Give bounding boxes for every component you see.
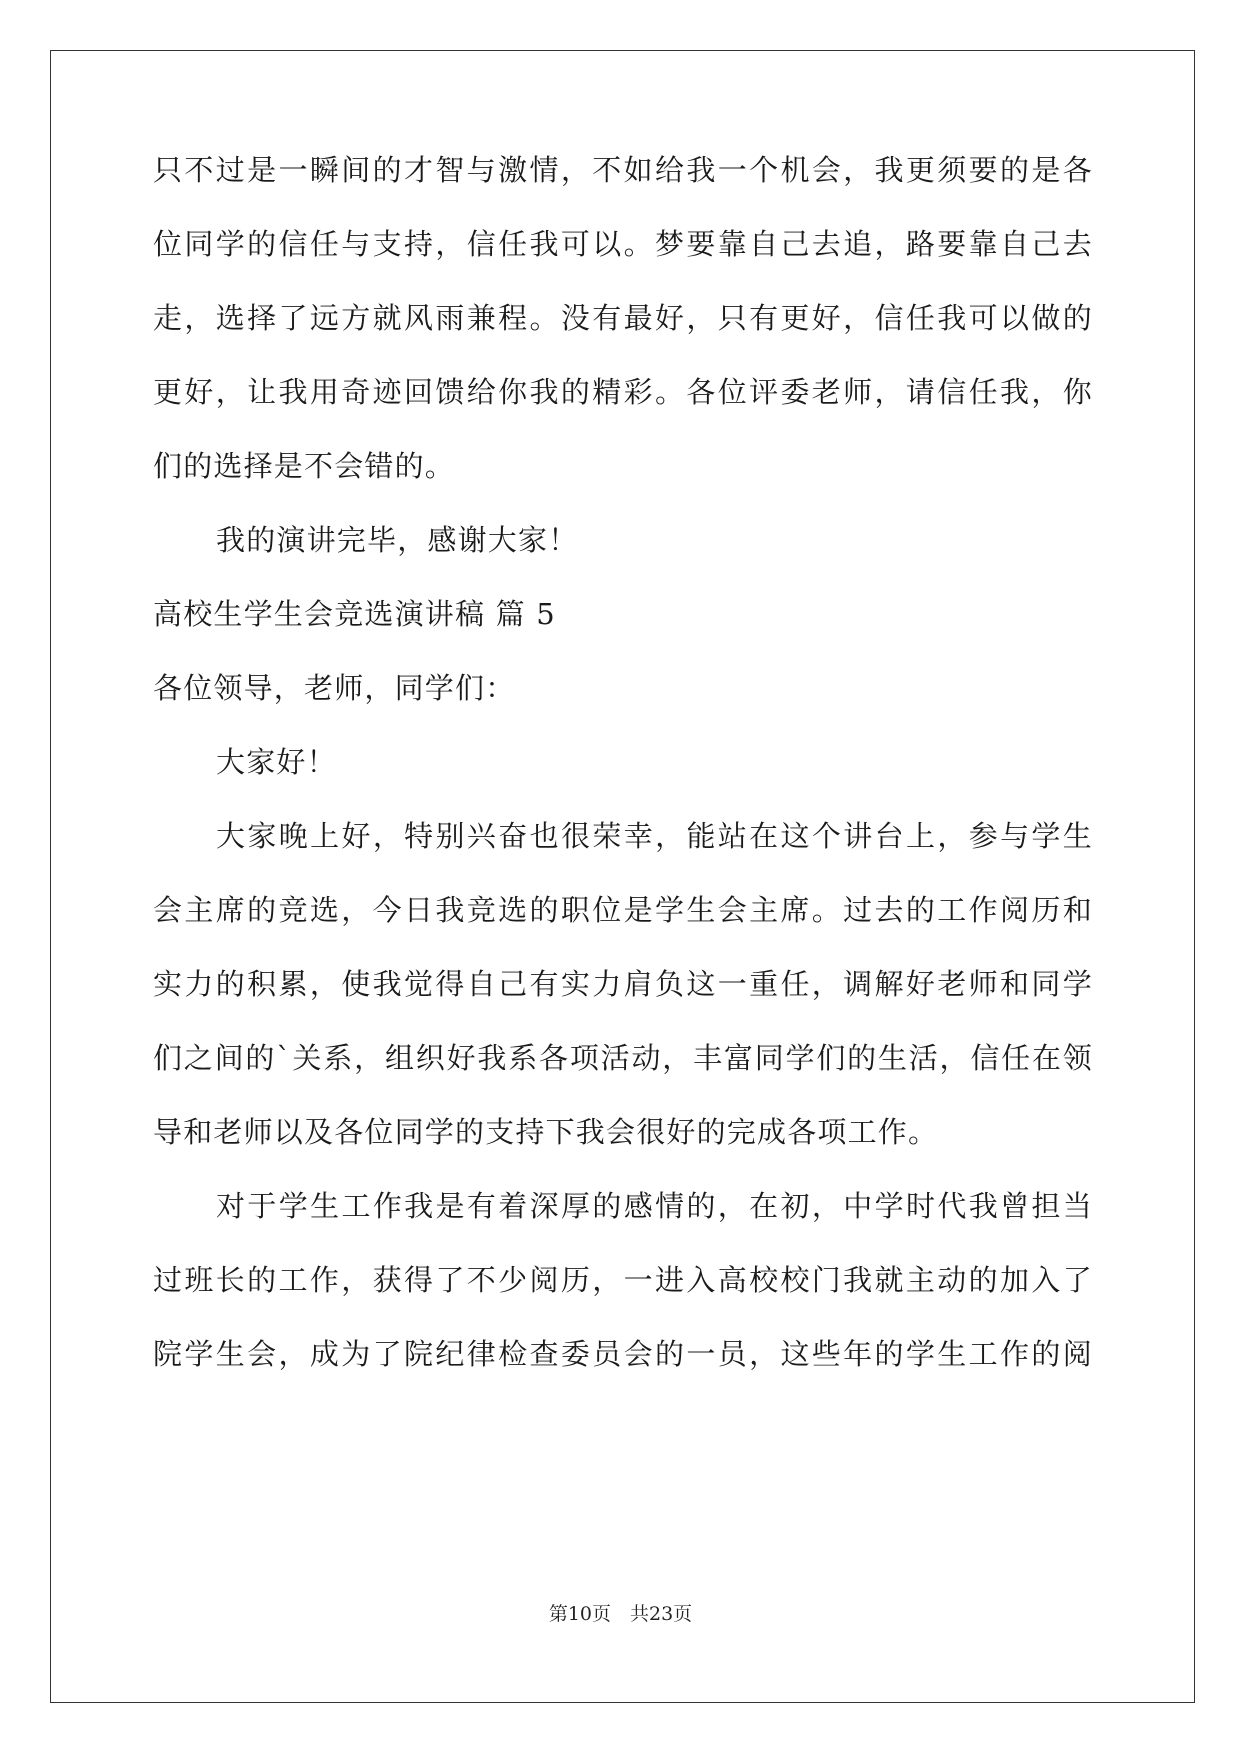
body-text-line: 只不过是一瞬间的才智与激情，不如给我一个机会，我更须要的是各 xyxy=(153,153,1093,187)
body-text-line: 实力的积累，使我觉得自己有实力肩负这一重任，调解好老师和同学 xyxy=(153,967,1093,1001)
section-heading: 高校生学生会竞选演讲稿 篇 5 xyxy=(153,597,556,631)
body-text-line: 导和老师以及各位同学的支持下我会很好的完成各项工作。 xyxy=(153,1115,939,1149)
closing-line: 我的演讲完毕，感谢大家！ xyxy=(216,523,579,557)
page-number: 第10页 共23页 xyxy=(548,1603,693,1625)
body-text-line: 会主席的竞选，今日我竞选的职位是学生会主席。过去的工作阅历和 xyxy=(153,893,1093,927)
body-text-line: 们的选择是不会错的。 xyxy=(153,449,456,483)
page-footer xyxy=(0,1602,1241,1626)
body-text-line: 走，选择了远方就风雨兼程。没有最好，只有更好，信任我可以做的 xyxy=(153,301,1093,335)
body-text-line: 院学生会，成为了院纪律检查委员会的一员，这些年的学生工作的阅 xyxy=(153,1337,1093,1371)
body-text-line: 们之间的`关系，组织好我系各项活动，丰富同学们的生活，信任在领 xyxy=(153,1041,1093,1075)
salutation: 各位领导，老师，同学们： xyxy=(153,671,516,705)
body-text-line: 过班长的工作，获得了不少阅历，一进入高校校门我就主动的加入了 xyxy=(153,1263,1093,1297)
body-text-line: 位同学的信任与支持，信任我可以。梦要靠自己去追，路要靠自己去 xyxy=(153,227,1093,261)
body-text-line: 对于学生工作我是有着深厚的感情的，在初，中学时代我曾担当 xyxy=(216,1189,1093,1223)
body-text-line: 大家晚上好，特别兴奋也很荣幸，能站在这个讲台上，参与学生 xyxy=(216,819,1093,853)
body-text-line: 更好，让我用奇迹回馈给你我的精彩。各位评委老师，请信任我，你 xyxy=(153,375,1093,409)
greeting: 大家好！ xyxy=(216,745,337,779)
